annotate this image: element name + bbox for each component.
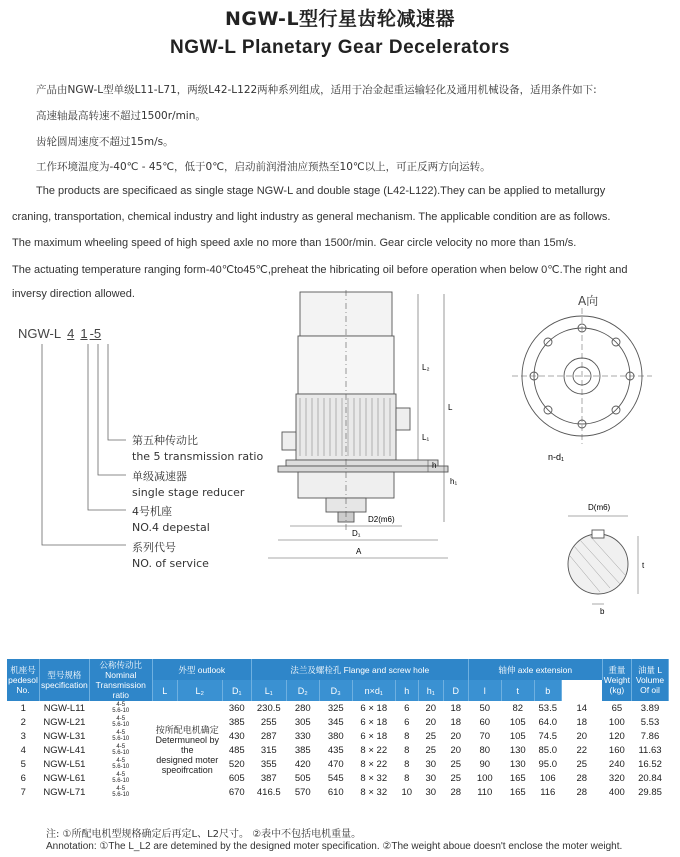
label-d1: D₁ <box>352 529 361 538</box>
table-row <box>7 701 669 715</box>
cell-oil: 3.89 <box>640 702 660 714</box>
cell-d2: 330 <box>294 730 311 742</box>
cell-d1: 360 <box>228 702 245 714</box>
cell-d3: 610 <box>327 786 344 798</box>
th-sub-d1: D₁ <box>222 680 251 701</box>
cell-shaft-d: 25 <box>450 772 462 784</box>
cell-no: 2 <box>20 716 26 728</box>
cell-key-b: 20 <box>576 730 588 742</box>
side-view-drawing <box>268 290 498 570</box>
cell-nxd1: 6 × 18 <box>360 730 388 742</box>
cell-ratio <box>89 771 152 785</box>
cell-h: 6 <box>404 702 410 714</box>
cell-h: 8 <box>404 744 410 756</box>
view-a-label: A向 <box>578 294 599 308</box>
label-h: h <box>432 461 437 470</box>
motor-note-line: designed moter <box>156 755 219 765</box>
cell-l1: 230.5 <box>256 702 281 714</box>
cell-l1: 255 <box>260 716 277 728</box>
cell-shaft-l: 110 <box>477 786 493 798</box>
th-weight: 重量 Weight (kg) <box>602 659 631 701</box>
cell-no: 3 <box>20 730 26 742</box>
cell-shaft-d: 25 <box>450 758 462 770</box>
intro-en-line-5: inversy direction allowed. <box>12 288 135 300</box>
cell-t: 105 <box>509 716 526 728</box>
cell-d1: 385 <box>228 716 245 728</box>
cell-nxd1: 8 × 32 <box>360 772 388 784</box>
cell-key-b: 28 <box>576 772 588 784</box>
cell-spec: NGW-L21 <box>43 716 86 728</box>
ratio-range-1: 4-5 <box>116 744 126 750</box>
th-sub-l: L <box>152 680 177 701</box>
ratio-range-2: 5.6-10 <box>112 708 130 714</box>
cell-ratio <box>89 743 152 757</box>
cell-oil: 29.85 <box>638 786 662 798</box>
cell-d2: 280 <box>294 702 311 714</box>
model-code-prefix: NGW-L <box>18 326 62 341</box>
cell-oil: 7.86 <box>640 730 660 742</box>
cell-b: 95.0 <box>538 758 558 770</box>
cell-no: 1 <box>20 702 26 714</box>
th-flange: 法兰及螺栓孔 Flange and screw hole <box>251 659 468 680</box>
cell-d1: 670 <box>228 786 245 798</box>
th-sub-h: h <box>395 680 418 701</box>
cell-d2: 305 <box>294 716 311 728</box>
label-l: L <box>448 403 453 412</box>
cell-shaft-d: 20 <box>450 744 462 756</box>
cell-t: 82 <box>512 702 524 714</box>
cell-key-b: 25 <box>576 758 588 770</box>
cell-h1: 25 <box>425 730 437 742</box>
cell-key-b: 14 <box>576 702 588 714</box>
cell-spec: NGW-L11 <box>43 702 86 714</box>
ratio-range-2: 5.6-10 <box>112 722 130 728</box>
cell-t: 165 <box>509 786 526 798</box>
table-row <box>7 715 669 729</box>
cell-l1: 315 <box>260 744 277 756</box>
th-sub-l2: L₂ <box>177 680 222 701</box>
model-code-pedestal: 4 <box>67 326 75 341</box>
th-sub-b: b <box>534 680 561 701</box>
cell-key-b: 18 <box>576 716 588 728</box>
cell-d3: 435 <box>327 744 344 756</box>
cell-h1: 25 <box>425 744 437 756</box>
th-sub-l-axle: l <box>468 680 501 701</box>
cell-b: 74.5 <box>538 730 558 742</box>
ratio-range-1: 4-5 <box>116 730 126 736</box>
cell-nxd1: 6 × 18 <box>360 702 388 714</box>
legend-series-cn: 系列代号 <box>132 541 176 554</box>
shaft-section-view <box>560 496 660 616</box>
ratio-range-1: 4-5 <box>116 772 126 778</box>
flange-end-view <box>512 304 662 464</box>
cell-d1: 485 <box>228 744 245 756</box>
cell-shaft-l: 60 <box>479 716 491 728</box>
cell-no: 6 <box>20 772 26 784</box>
model-code-ratio: -5 <box>89 326 102 341</box>
annotation-en: Annotation: ①The L_L2 are detemined by the designed moter specification. ②The weight aboue doesn't enclose the moter weight. <box>46 841 623 852</box>
cell-weight: 160 <box>608 744 625 756</box>
ratio-range-2: 5.6-10 <box>112 736 130 742</box>
legend-stage-en: single stage reducer <box>132 486 245 499</box>
cell-b: 116 <box>540 786 556 798</box>
cell-no: 7 <box>20 786 26 798</box>
cell-nxd1: 8 × 22 <box>360 744 388 756</box>
th-sub-h1: h₁ <box>418 680 443 701</box>
intro-cn-line-3: 齿轮圆周速度不超过15m/s。 <box>36 136 174 148</box>
ratio-range-2: 5.6-10 <box>112 778 130 784</box>
cell-nxd1: 6 × 18 <box>360 716 388 728</box>
table-header-row <box>7 659 669 680</box>
cell-key-b: 28 <box>576 786 588 798</box>
cell-weight: 400 <box>608 786 625 798</box>
th-sub-nd1: n×d₁ <box>352 680 395 701</box>
cell-d2: 420 <box>294 758 311 770</box>
cell-weight: 65 <box>611 702 623 714</box>
ratio-range-1: 4-5 <box>116 716 126 722</box>
cell-shaft-d: 20 <box>450 730 462 742</box>
ratio-range-2: 5.6-10 <box>112 764 130 770</box>
cell-h: 8 <box>404 730 410 742</box>
th-sub-d: D <box>443 680 468 701</box>
cell-h1: 20 <box>425 702 437 714</box>
cell-h: 6 <box>404 716 410 728</box>
cell-spec: NGW-L61 <box>43 772 86 784</box>
th-sub-d3: D₃ <box>319 680 352 701</box>
label-b: b <box>600 607 605 616</box>
intro-cn-line-1: 产品由NGW-L型单级L11-L71，两级L42-L122两种系列组成，适用于冶金起重运输轻化及通用机械设备，适用条件如下: <box>36 84 597 96</box>
cell-h: 10 <box>401 786 413 798</box>
cell-b: 85.0 <box>538 744 558 756</box>
label-d2: D2(m6) <box>368 515 395 524</box>
spec-table <box>7 659 669 799</box>
table-row <box>7 743 669 757</box>
table-row <box>7 785 669 799</box>
cell-h: 8 <box>404 758 410 770</box>
model-code-stage: 1 <box>80 326 88 341</box>
cell-ratio <box>89 701 152 715</box>
motor-note-line: speoifrcation <box>161 765 213 775</box>
cell-weight: 320 <box>608 772 625 784</box>
motor-note-line: the <box>181 745 194 755</box>
page-title-en: NGW-L Planetary Gear Decelerators <box>170 37 510 58</box>
th-spec: 型号规格 specification <box>40 659 90 701</box>
cell-b: 53.5 <box>538 702 558 714</box>
ratio-range-1: 4-5 <box>116 758 126 764</box>
legend-ratio-cn: 第五种传动比 <box>132 434 198 447</box>
cell-d2: 385 <box>294 744 311 756</box>
cell-shaft-l: 90 <box>479 758 491 770</box>
label-a: A <box>356 547 362 556</box>
cell-d3: 470 <box>327 758 344 770</box>
intro-en-line-3: The maximum wheeling speed of high speed axle no more than 1500r/min. Gear circle velocity no more than 15m/s. <box>12 237 577 249</box>
cell-d2: 505 <box>294 772 311 784</box>
th-axle: 轴伸 axle extension <box>468 659 602 680</box>
cell-ratio <box>89 715 152 729</box>
th-sub-l1: L₁ <box>251 680 286 701</box>
th-oil: 油量 L Volume Of oil <box>632 659 669 701</box>
cell-oil: 5.53 <box>640 716 660 728</box>
cell-l1: 287 <box>260 730 277 742</box>
cell-shaft-l: 50 <box>479 702 491 714</box>
cell-t: 130 <box>509 758 526 770</box>
cell-t: 165 <box>509 772 526 784</box>
cell-spec: NGW-L41 <box>43 744 86 756</box>
cell-oil: 20.84 <box>638 772 662 784</box>
cell-nxd1: 8 × 32 <box>360 786 388 798</box>
legend-ratio-en: the 5 transmission ratio <box>132 450 264 463</box>
cell-d3: 325 <box>327 702 344 714</box>
label-l1: L₁ <box>422 433 430 442</box>
cell-ratio <box>89 729 152 743</box>
legend-pedestal-cn: 4号机座 <box>132 505 172 518</box>
cell-l1: 355 <box>260 758 277 770</box>
cell-d1: 605 <box>228 772 245 784</box>
th-ratio: 公称传动比 Nominal Transmission ratio <box>89 659 152 701</box>
cell-t: 105 <box>509 730 526 742</box>
intro-cn-line-4: 工作环境温度为-40℃ - 45℃，低于0℃，启动前润滑油应预热至10℃以上，可正反两方向运转。 <box>36 161 491 173</box>
cell-h: 8 <box>404 772 410 784</box>
cell-oil: 11.63 <box>638 744 662 756</box>
annotation-cn: 注: ①所配电机型规格确定后再定L、L2尺寸。 ②表中不包括电机重量。 <box>46 829 362 840</box>
spec-table-body <box>7 701 669 799</box>
cell-weight: 240 <box>608 758 625 770</box>
cell-spec: NGW-L71 <box>43 786 86 798</box>
ratio-range-2: 5.6-10 <box>112 792 130 798</box>
cell-shaft-d: 28 <box>450 786 462 798</box>
cell-key-b: 22 <box>576 744 588 756</box>
label-d-ml: D(m6) <box>588 503 611 512</box>
cell-l1: 387 <box>260 772 277 784</box>
cell-d3: 380 <box>327 730 344 742</box>
motor-note-line: Determuneol by <box>155 735 220 745</box>
th-sub-t: t <box>501 680 534 701</box>
ratio-range-1: 4-5 <box>116 786 126 792</box>
cell-d1: 520 <box>228 758 245 770</box>
cell-weight: 120 <box>608 730 625 742</box>
label-l2: L₂ <box>422 363 430 372</box>
legend-stage-cn: 单级减速器 <box>132 470 187 483</box>
cell-shaft-l: 70 <box>479 730 491 742</box>
ratio-range-2: 5.6-10 <box>112 750 130 756</box>
ratio-range-1: 4-5 <box>116 702 126 708</box>
cell-weight: 100 <box>608 716 625 728</box>
cell-ratio <box>89 757 152 771</box>
cell-h1: 30 <box>425 758 437 770</box>
cell-no: 4 <box>20 744 26 756</box>
intro-en-line-1: The products are specificaed as single stage NGW-L and double stage (L42-L122).They can be applied to metallurgy <box>36 185 606 197</box>
table-row <box>7 729 669 743</box>
intro-en-line-4: The actuating temperature ranging form-40℃to45℃,preheat the hibricating oil before operation when below 0℃.The right and <box>12 264 628 276</box>
cell-ratio <box>89 785 152 799</box>
cell-b: 64.0 <box>538 716 558 728</box>
cell-d1: 430 <box>228 730 245 742</box>
page-title-cn: NGW-L型行星齿轮减速器 <box>224 8 456 30</box>
cell-t: 130 <box>509 744 526 756</box>
label-h1: h₁ <box>450 477 458 486</box>
cell-shaft-l: 80 <box>479 744 491 756</box>
intro-cn-line-2: 高速轴最高转速不超过1500r/min。 <box>36 110 206 122</box>
th-sub-d2: D₂ <box>286 680 319 701</box>
th-no: 机座号 pedesol No. <box>7 659 40 701</box>
legend-series-en: NO. of service <box>132 557 209 570</box>
cell-h1: 30 <box>425 772 437 784</box>
table-row <box>7 771 669 785</box>
cell-shaft-d: 18 <box>450 702 462 714</box>
legend-pedestal-en: NO.4 depestal <box>132 521 210 534</box>
motor-note-line: 按所配电机确定 <box>155 725 219 735</box>
label-t: t <box>642 561 645 570</box>
cell-h1: 30 <box>425 786 437 798</box>
cell-d3: 345 <box>327 716 344 728</box>
cell-d2: 570 <box>294 786 311 798</box>
label-nd1: n-d₁ <box>548 452 565 462</box>
table-row <box>7 757 669 771</box>
th-outlook: 外型 outlook <box>152 659 251 680</box>
cell-spec: NGW-L31 <box>43 730 86 742</box>
cell-shaft-l: 100 <box>476 772 493 784</box>
cell-nxd1: 8 × 22 <box>360 758 388 770</box>
cell-h1: 20 <box>425 716 437 728</box>
cell-spec: NGW-L51 <box>43 758 86 770</box>
cell-motor-note <box>152 701 222 799</box>
cell-d3: 545 <box>327 772 344 784</box>
intro-en-line-2: craning, transportation, chemical industry and light industry as general mechanism. The applicable condition are as follows. <box>12 211 611 223</box>
cell-l1: 416.5 <box>256 786 281 798</box>
cell-oil: 16.52 <box>638 758 662 770</box>
cell-shaft-d: 18 <box>450 716 462 728</box>
cell-no: 5 <box>20 758 26 770</box>
cell-b: 106 <box>539 772 556 784</box>
